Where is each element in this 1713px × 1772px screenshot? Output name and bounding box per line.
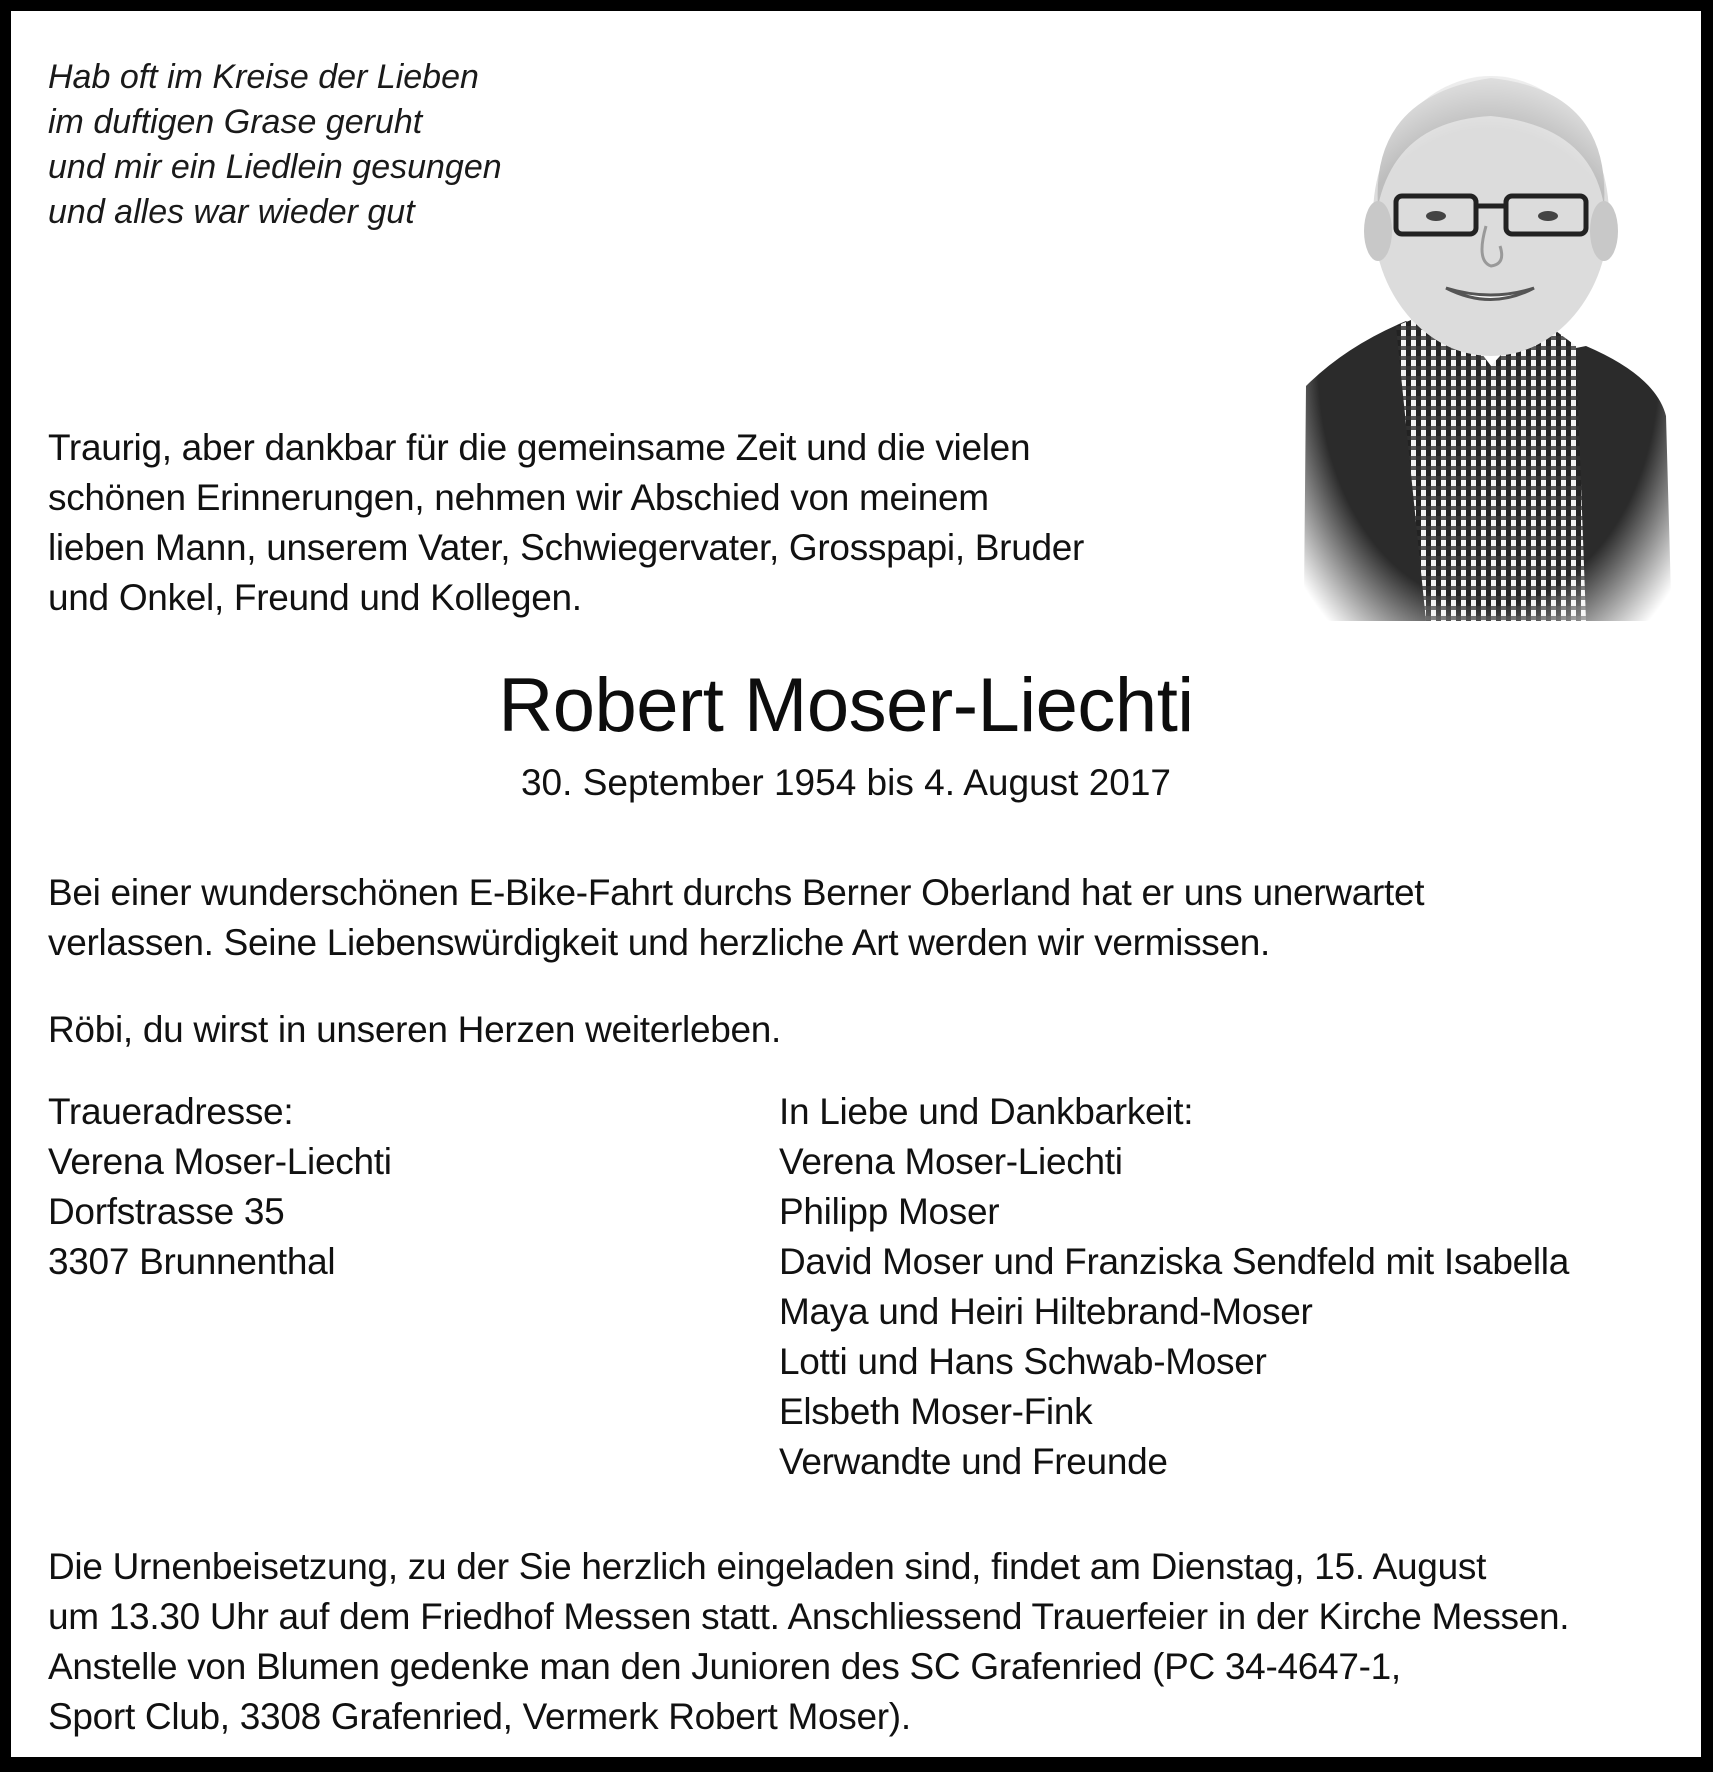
ceremony-line: Anstelle von Blumen gedenke man den Junioren des SC Grafenried (PC 34-4647-1, xyxy=(48,1646,1401,1687)
ceremony-line: Die Urnenbeisetzung, zu der Sie herzlich eingeladen sind, findet am Dienstag, 15. August xyxy=(48,1546,1487,1587)
closing-line-text: Röbi, du wirst in unseren Herzen weiterleben. xyxy=(48,1009,782,1050)
address-line: Verena Moser-Liechti xyxy=(48,1141,392,1182)
mourning-address xyxy=(48,1087,392,1287)
farewell-line: verlassen. Seine Liebenswürdigkeit und herzliche Art werden wir vermissen. xyxy=(48,922,1271,963)
mourners-list xyxy=(779,1087,1569,1487)
motto-line: und alles war wieder gut xyxy=(48,193,415,231)
mourners-label: In Liebe und Dankbarkeit: xyxy=(779,1091,1194,1132)
intro-line: Traurig, aber dankbar für die gemeinsame Zeit und die vielen xyxy=(48,427,1031,468)
mourner-name: Lotti und Hans Schwab-Moser xyxy=(779,1341,1267,1382)
mourner-name: Philipp Moser xyxy=(779,1191,1000,1232)
farewell-line: Bei einer wunderschönen E-Bike-Fahrt durchs Berner Oberland hat er uns unerwartet xyxy=(48,872,1425,913)
intro-line: schönen Erinnerungen, nehmen wir Abschied von meinem xyxy=(48,477,989,518)
intro-text xyxy=(48,423,1248,623)
deceased-name: Robert Moser-Liechti xyxy=(498,663,1194,748)
intro-line: lieben Mann, unserem Vater, Schwiegervater, Grosspapi, Bruder xyxy=(48,527,1085,568)
closing-line xyxy=(48,1005,781,1055)
mourner-name: Verwandte und Freunde xyxy=(779,1441,1168,1482)
intro-line: und Onkel, Freund und Kollegen. xyxy=(48,577,582,618)
mourner-name: Elsbeth Moser-Fink xyxy=(779,1391,1093,1432)
ceremony-line: um 13.30 Uhr auf dem Friedhof Messen statt. Anschliessend Trauerfeier in der Kirche Messen. xyxy=(48,1596,1570,1637)
motto-line: und mir ein Liedlein gesungen xyxy=(48,148,502,186)
address-line: 3307 Brunnenthal xyxy=(48,1241,336,1282)
mourner-name: Maya und Heiri Hiltebrand-Moser xyxy=(779,1291,1313,1332)
address-line: Dorfstrasse 35 xyxy=(48,1191,285,1232)
mourner-name: David Moser und Franziska Sendfeld mit Isabella xyxy=(779,1241,1570,1282)
life-dates: 30. September 1954 bis 4. August 2017 xyxy=(520,762,1172,803)
obituary-frame xyxy=(11,11,1701,1757)
motto-line: im duftigen Grase geruht xyxy=(48,103,423,141)
ceremony-paragraph xyxy=(48,1542,1569,1742)
ceremony-line: Sport Club, 3308 Grafenried, Vermerk Robert Moser). xyxy=(48,1696,911,1737)
farewell-paragraph xyxy=(48,868,1424,968)
portrait-photo xyxy=(1286,56,1691,621)
motto-line: Hab oft im Kreise der Lieben xyxy=(48,58,479,96)
motto-poem xyxy=(48,55,502,235)
mourner-name: Verena Moser-Liechti xyxy=(779,1141,1123,1182)
mourning-address-label: Traueradresse: xyxy=(48,1091,294,1132)
